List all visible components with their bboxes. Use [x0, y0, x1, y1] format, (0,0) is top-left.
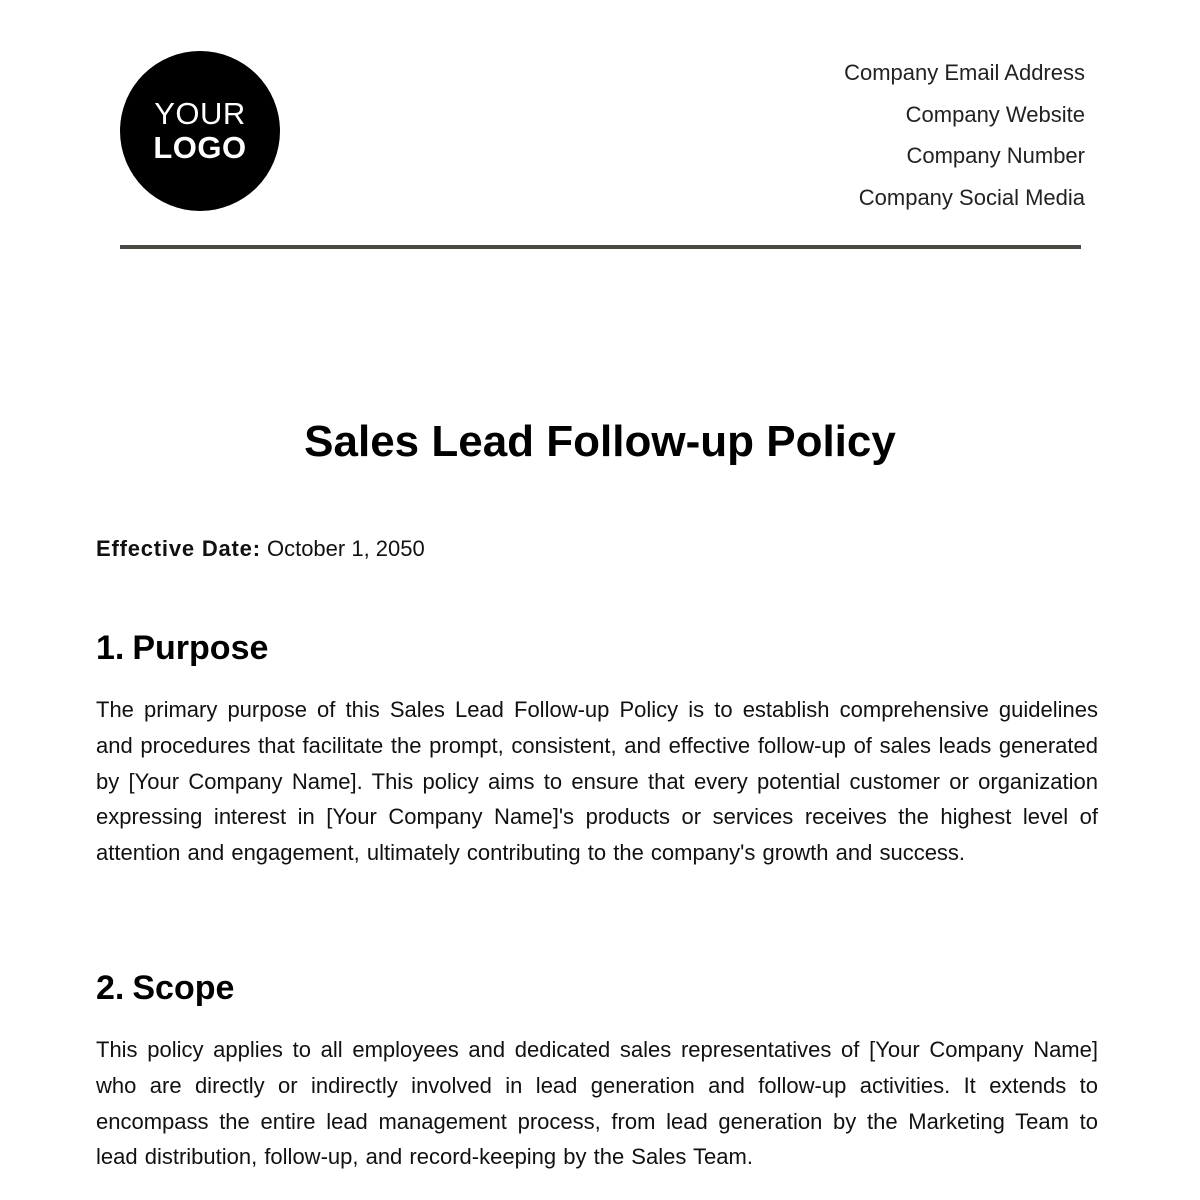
company-social-media: Company Social Media: [858, 184, 1085, 210]
header-divider: [120, 245, 1081, 249]
logo-line-your: YOUR: [154, 96, 246, 131]
section-body-scope: This policy applies to all employees and dedicated sales representatives of [Your Company Name] who are directly or indirectly involved in lead generation and follow-up activities. It extends to encompass the entire lead management process, from lead generation by the Marketing Team to lead distribution, follow-up, and record-keeping by the Sales Team.: [96, 1037, 1098, 1170]
company-logo: [120, 51, 280, 211]
logo-line-logo: LOGO: [153, 130, 247, 165]
effective-date-label: Effective Date:: [96, 536, 261, 561]
company-contact-block: [844, 52, 1085, 218]
effective-date-value: October 1, 2050: [266, 536, 425, 561]
section-body-purpose: The primary purpose of this Sales Lead Follow-up Policy is to establish comprehensive guidelines and procedures that facilitate the prompt, consistent, and effective follow-up of sales leads generated by [Your Company Name]. This policy aims to ensure that every potential customer or organization expressing interest in [Your Company Name]'s products or services receives the highest level of attention and engagement, ultimately contributing to the company's growth and success.: [96, 697, 1098, 866]
section-title: Purpose: [132, 629, 269, 667]
section-number: 2.: [96, 969, 125, 1007]
company-email: Company Email Address: [844, 60, 1085, 85]
document-title: Sales Lead Follow-up Policy: [304, 417, 896, 466]
effective-date: [96, 533, 425, 565]
section-number: 1.: [96, 629, 125, 667]
section-heading-purpose: [96, 626, 268, 670]
company-website: Company Website: [905, 101, 1085, 127]
company-number: Company Number: [906, 143, 1085, 168]
section-title: Scope: [132, 969, 235, 1007]
section-heading-scope: [96, 966, 234, 1010]
